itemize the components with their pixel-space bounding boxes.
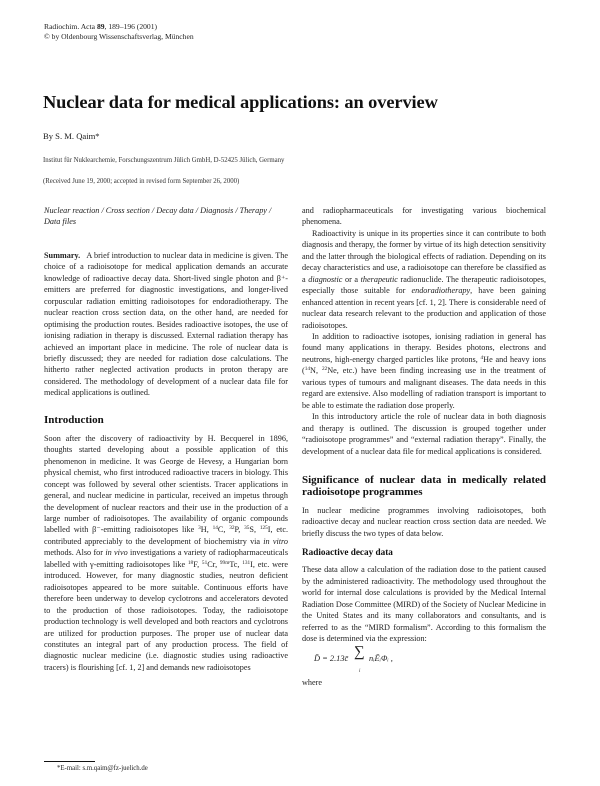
emphasis: endoradiotherapy xyxy=(411,286,471,296)
dose-formula xyxy=(314,643,546,677)
footnote-email: *E-mail: s.m.qaim@fz-juelich.de xyxy=(57,765,148,772)
text: Ne, etc.) have been finding increasing use in the treatment of various types of tumours and malignant diseases. The data needs in this regard are extensive. Also modelling of radiation transport is important to be able to estimate the radiation dose properly. xyxy=(302,366,546,410)
text: Cr, xyxy=(207,559,220,569)
journal-pages: , 189–196 (2001) xyxy=(104,22,158,31)
isotope-mass: 18 xyxy=(187,559,194,566)
article-title: Nuclear data for medical applications: an overview xyxy=(43,92,438,112)
journal-citation xyxy=(44,22,194,42)
text: He and heavy ions ( xyxy=(302,354,546,376)
text: C, xyxy=(217,525,230,535)
emphasis: therapeutic xyxy=(360,274,398,284)
where-text: where xyxy=(302,677,323,687)
isotope-mass: 22 xyxy=(321,366,328,373)
text: Soon after the discovery of radioactivity by H. Becquerel in 1896, thoughts started developing about a possible application of this phenomenon in medicine. It was George de Hevesy, a Hungarian born physical chemist, who first introduced radioactive tracers in biology. This concept was followed by several other scientists. Tracer applications in general, and nuclear medicine in particular, received an impetus through the development of nuclear reactors and their use in the production of a large number of radioisotopes. The availability of organic compounds labelled with β⁻-emitting radioisotopes like xyxy=(44,433,288,535)
text: , have been gaining enhanced attention in recent years [cf. 1, 2]. There is considerable need of nuclear data research relevant to the production and application of those radioisotopes. xyxy=(302,286,546,330)
isotope-mass: 4 xyxy=(480,354,484,361)
emphasis: in vitro xyxy=(263,536,288,546)
formula-rhs: nᵢĒᵢΦᵢ , xyxy=(369,653,393,663)
received-dates: (Received June 19, 2000; accepted in revised form September 26, 2000) xyxy=(43,178,240,185)
text: P, xyxy=(234,525,245,535)
paragraph-mird: These data allow a calculation of the radiation dose to the patient caused by the administered radioactivity. The methodology used throughout the world for internal dose calculations is provided by the Medical Internal Radiation Dose Committee (MIRD) of the Society of Nuclear Medicine in the United States and its many collaborators and consultants, and is referred to as the “MIRD formalism”. According to this formalism the dose is determined via the expression: xyxy=(302,565,546,644)
paragraph-radioactivity xyxy=(302,228,546,331)
emphasis: in vivo xyxy=(105,548,128,558)
section-heading-introduction: Introduction xyxy=(44,413,104,426)
text: I, etc. contributed appreciably to the development of biochemistry via xyxy=(44,525,289,546)
text: methods. Also for xyxy=(44,548,106,558)
copyright-line: © by Oldenbourg Wissenschaftsverlag, München xyxy=(44,32,194,41)
footnote-rule xyxy=(44,761,95,762)
summary-label: Summary. xyxy=(44,250,81,260)
paragraph-continuation: and radiopharmaceuticals for investigating various biochemical phenomena. xyxy=(302,206,546,227)
emphasis: diagnostic xyxy=(308,274,343,284)
isotope-mass: 14 xyxy=(304,366,311,373)
left-column xyxy=(44,205,288,673)
isotope-mass: 131 xyxy=(242,559,251,566)
isotope-mass: 35 xyxy=(244,525,250,532)
author-line: By S. M. Qaim* xyxy=(43,131,100,141)
text: In addition to radioactive isotopes, ionising radiation in general has found many applications in therapy. Besides photons, electrons and neutrons, high-energy charged particles like protons, xyxy=(302,331,546,364)
formula-lhs: D̄ = 2.13c̄ xyxy=(314,653,349,663)
text: N, xyxy=(310,366,322,376)
section-heading-significance: Significance of nuclear data in medically related radioisotope programmes xyxy=(302,473,546,498)
text: F, xyxy=(193,559,202,569)
affiliation: Institut für Nuklearchemie, Forschungszentrum Jülich GmbH, D-52425 Jülich, Germany xyxy=(43,157,285,164)
isotope-mass: 14 xyxy=(212,525,218,532)
text: Tc, xyxy=(229,559,243,569)
isotope-mass: 3 xyxy=(198,525,201,532)
text: investigations a variety of radiopharmaceuticals labelled with γ-emitting radioisotopes like xyxy=(44,548,289,569)
text: radionuclide. The therapeutic radioisotopes, especially those suitable for xyxy=(302,274,546,296)
paragraph-ionising-radiation xyxy=(302,331,546,411)
summation-symbol: ∑ xyxy=(354,643,365,660)
isotope-mass: 125 xyxy=(259,525,268,532)
keywords: Nuclear reaction / Cross section / Decay data / Diagnosis / Therapy / Data files xyxy=(44,206,272,227)
right-column xyxy=(302,205,546,688)
summary-text: A brief introduction to nuclear data in medicine is given. The choice of a radioisotope for medical application demands an accurate knowledge of radioactive decay data. Short-lived single photon and β⁺-emitters are preferred for diagnostic investigations, and longer-lived corpuscular radiation emitting radioisotopes for endoradiotherapy. The nuclear reaction cross section data, on the other hand, are needed for optimising the production routes. Besides radioactive isotopes, the use of ionising radiation in therapy is discussed. External radiation therapy has achieved an important place in medicine. The role of nuclear data is briefly discussed; they are needed for radiation dose calculations. The hitherto rather neglected activation products in proton therapy are considered. The methodology of development of a nuclear data file for medical applications is outlined. xyxy=(44,250,288,398)
text: Radioactivity is unique in its properties since it can contribute to both diagnosis and therapy, the former by virtue of its high detection sensitivity and the latter through the biological effects of radiation. Depending on its decay characteristics and use, a radioisotope can therefore be classified as a xyxy=(302,228,546,284)
isotope-mass: 32 xyxy=(229,525,235,532)
text: I, etc. were introduced. However, for many diagnostic studies, neutron deficient radioisotopes appeared to be more suitable. Continuous efforts have therefore been underway to develop cyclotrons and accelerators devoted to the production of those radioisotopes. Today, the radioisotope production technology is well developed and both reactors and cyclotrons are utilized for production purposes. The proper use of nuclear data constitutes an integral part of any production process. The field of diagnostic nuclear medicine (i.e. diagnostic studies using radioactive tracers) is flourishing [cf. 1, 2] and demands new radioisotopes xyxy=(44,559,288,672)
summation-index: i xyxy=(359,668,361,674)
text: H, xyxy=(200,525,213,535)
paragraph-outline: In this introductory article the role of nuclear data in both diagnosis and therapy is outlined. The discussion is grouped together under “radioisotope programmes” and “external radiation therapy”. Finally, the development of a nuclear data file for medical applications is considered. xyxy=(302,412,546,456)
journal-volume: 89 xyxy=(96,22,105,31)
paragraph-programmes: In nuclear medicine programmes involving radioisotopes, both radioactive decay and nuclear reaction cross section data are needed. We briefly discuss the two types of data below. xyxy=(302,505,546,538)
summary-paragraph xyxy=(44,250,288,399)
subsection-heading-decay-data: Radioactive decay data xyxy=(302,547,393,558)
journal-line xyxy=(44,22,194,32)
text: S, xyxy=(249,525,260,535)
isotope-mass: 99m xyxy=(219,559,230,566)
journal-name: Radiochim. Acta xyxy=(44,22,97,31)
isotope-mass: 51 xyxy=(201,559,208,566)
text: or a xyxy=(342,274,361,284)
intro-paragraph xyxy=(44,433,288,674)
